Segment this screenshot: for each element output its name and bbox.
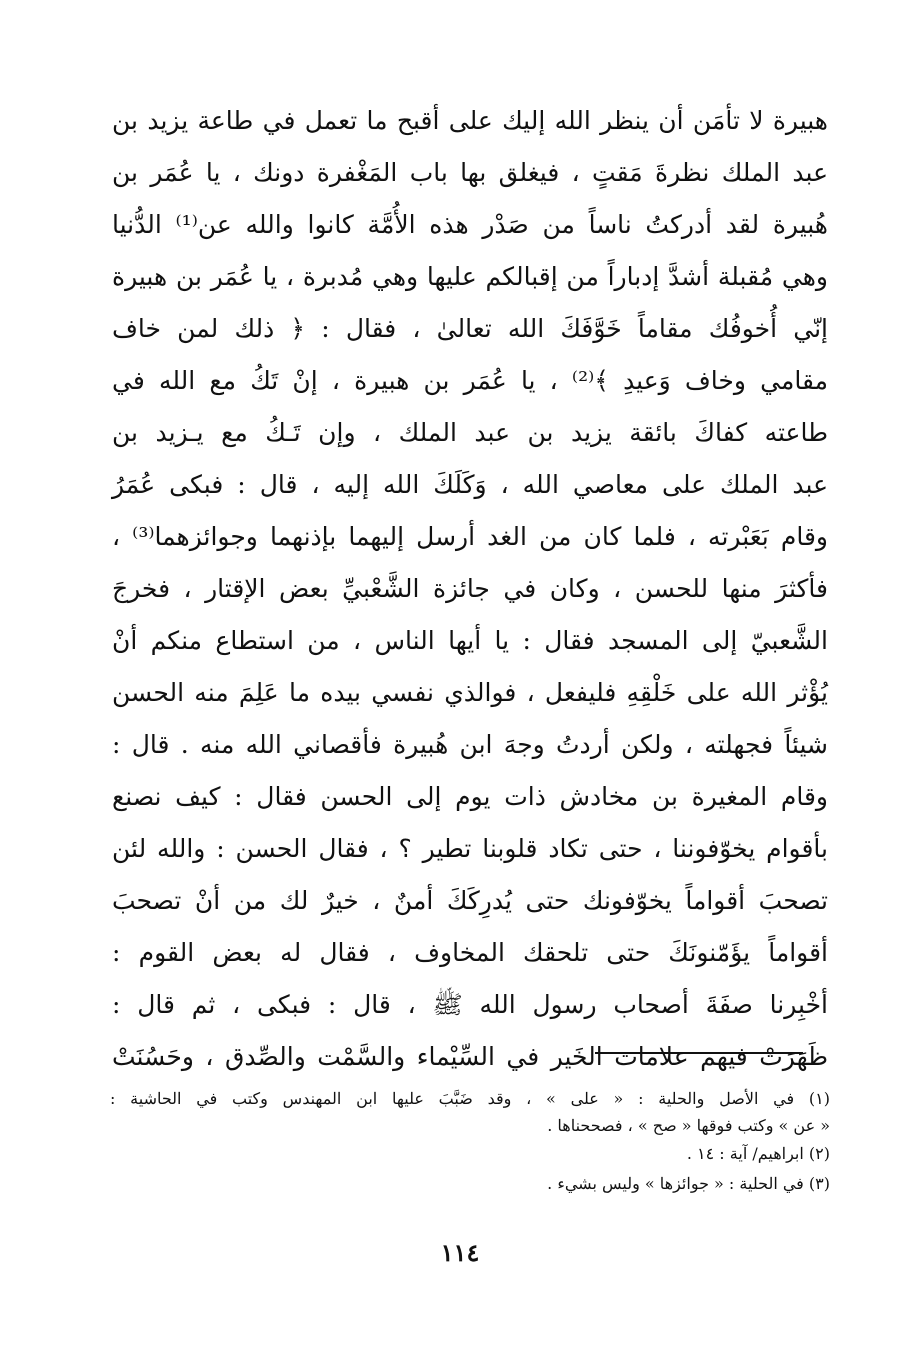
text-line: تصحبَ أقواماً يخوّفونك حتى يُدرِكَكَ أمنٌ ، خيرٌ لك من أنْ تصحبَ: [112, 886, 828, 915]
footnote-divider: [595, 1052, 803, 1054]
text-line: فأكثرَ منها للحسن ، وكان في جائزة الشَّعْبيِّ بعض الإقتار ، فخرجَ: [112, 574, 828, 603]
footnotes: [110, 1085, 830, 1199]
main-text: [112, 95, 828, 1083]
text-line: يُؤْثر الله على خَلْقِهِ فليفعل ، فوالذي نفسي بيده ما عَلِمَ منه الحسن: [112, 678, 828, 707]
text-line: ظَهَرَتْ فيهم علامات الخَير في السِّيْماء والسَّمْت والصِّدق ، وحَسُنَتْ: [112, 1042, 828, 1071]
text-line: أخْبِرنا صفَةَ أصحاب رسول الله ﷺ ، قال : فبكى ، ثم قال :: [112, 990, 828, 1019]
text-line: بأقوام يخوّفوننا ، حتى تكاد قلوبنا تطير ؟ ، فقال الحسن : والله لئن: [112, 834, 828, 863]
text-line: عبد الملك على معاصي الله ، وَكَلَكَ الله إليه ، قال : فبكى عُمَرُ: [112, 470, 828, 499]
text-line: وهي مُقبلة أشدَّ إدباراً من إقبالكم عليها وهي مُدبرة ، يا عُمَر بن هبيرة: [112, 262, 828, 291]
text-line: شيئاً فجهلته ، ولكن أردتُ وجهَ ابن هُبيرة فأقصاني الله منه . قال :: [112, 730, 828, 759]
text-line: الشَّعبيّ إلى المسجد فقال : يا أيها الناس ، من استطاع منكم أنْ: [112, 626, 828, 655]
text-line: مقامي وخاف وَعيدِ ﴾⁽²⁾ ، يا عُمَر بن هبيرة ، إنْ تَكُ مع الله في: [112, 366, 828, 395]
text-line: وقام المغيرة بن مخادش ذات يوم إلى الحسن فقال : كيف نصنع: [112, 782, 828, 811]
text-line: طاعته كفاكَ بائقة يزيد بن عبد الملك ، وإن تَـكُ مع يـزيد بن: [112, 418, 828, 447]
footnote-line: (٢) ابراهيم/ آية : ١٤ .: [686, 1144, 830, 1163]
text-line: هُبيرة لقد أدركتُ ناساً من صَدْر هذه الأُمَّة كانوا والله عن⁽¹⁾ الدُّنيا: [112, 210, 828, 239]
footnote-line: « عن » وكتب فوقها « صح » ، فصححناها .: [547, 1116, 830, 1135]
footnote-line: (٣) في الحلية : « جوائزها » وليس بشيء .: [547, 1174, 830, 1193]
text-line: هبيرة لا تأمَن أن ينظر الله إليك على أقبح ما تعمل في طاعة يزيد بن: [112, 106, 828, 135]
footnote-line: (١) في الأصل والحلية : « على » ، وقد ضَبَّبَ عليها ابن المهندس وكتب في الحاشية :: [110, 1089, 830, 1108]
page-number: ١١٤: [440, 1238, 480, 1267]
text-line: وقام بَعَبْرته ، فلما كان من الغد أرسل إليهما بإذنهما وجوائزهما⁽³⁾ ،: [112, 522, 828, 551]
text-line: عبد الملك نظرةَ مَقتٍ ، فيغلق بها باب المَغْفرة دونك ، يا عُمَر بن: [112, 158, 828, 187]
text-line: إنّي أُخوفُك مقاماً خَوَّفَكَ الله تعالىٰ ، فقال : ﴿ ذلك لمن خاف: [112, 314, 828, 343]
text-line: أقواماً يؤَمّنونَكَ حتى تلحقك المخاوف ، فقال له بعض القوم :: [112, 938, 828, 967]
